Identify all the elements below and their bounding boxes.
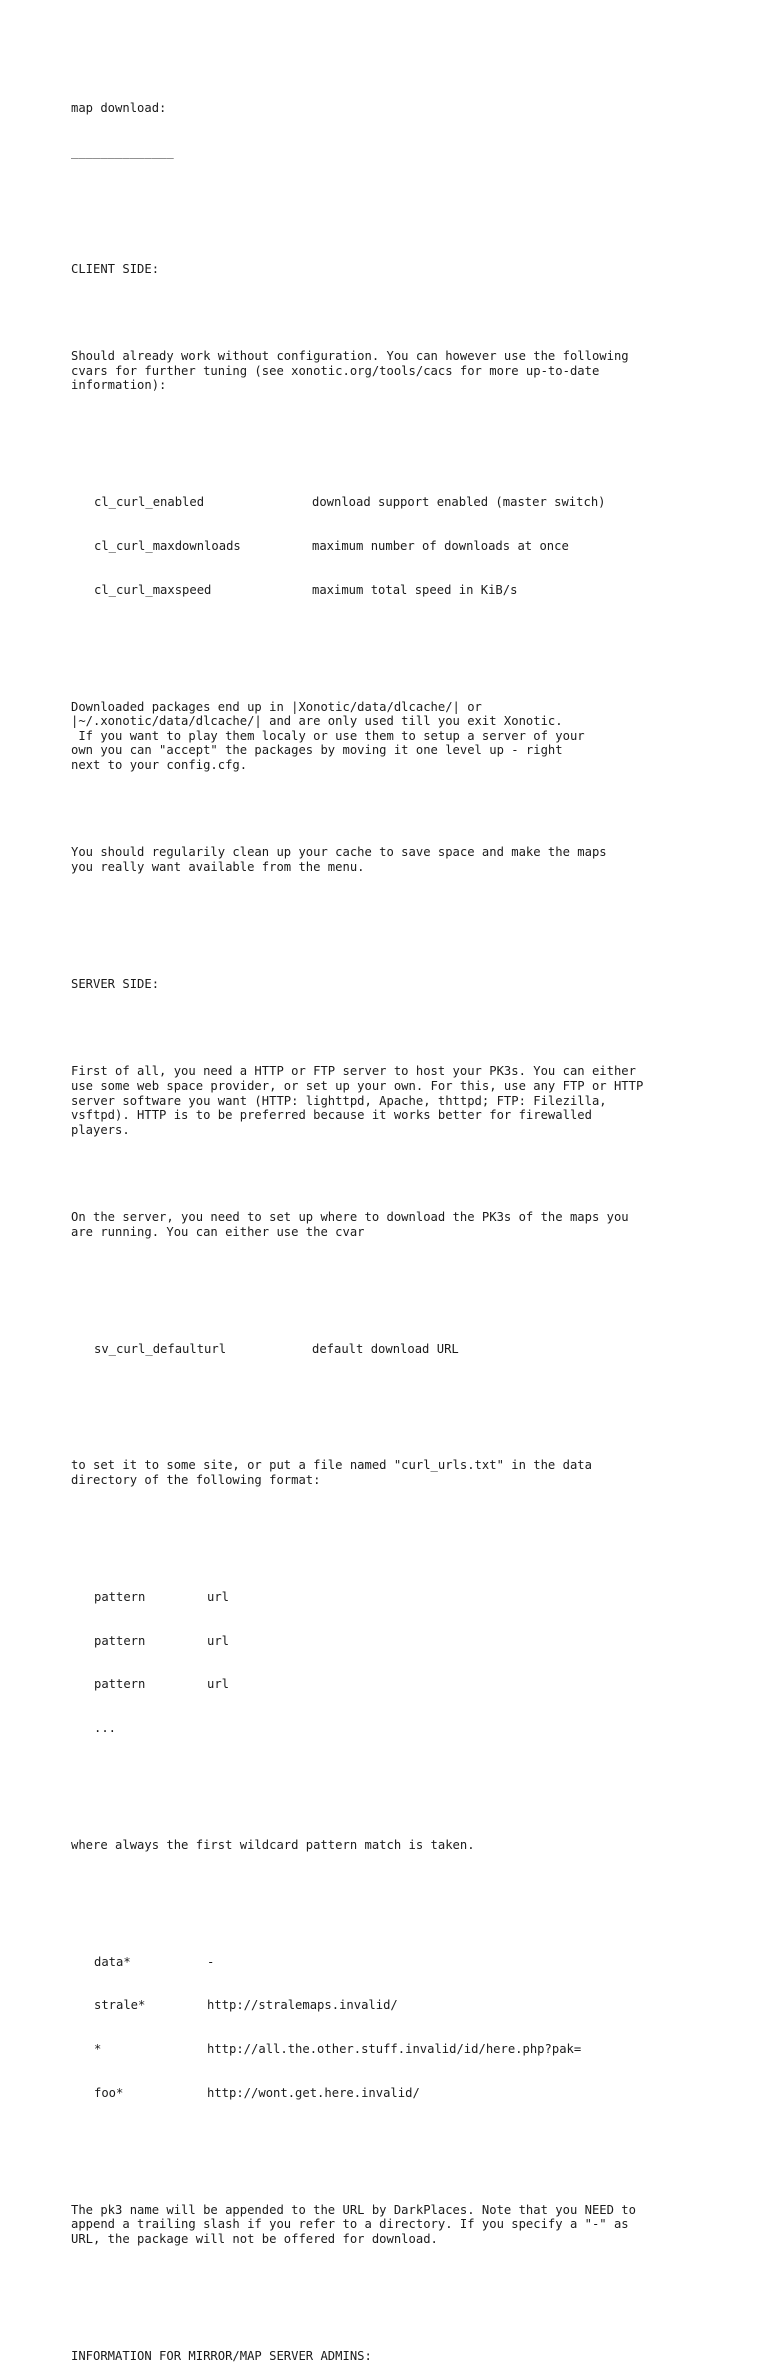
cvar-name: cl_curl_enabled	[94, 495, 205, 510]
server-wildcard-paragraph: where always the first wildcard pattern match is taken.	[71, 1837, 475, 1852]
client-cvar-row	[71, 495, 751, 510]
cvar-name: cl_curl_maxdownloads	[94, 539, 241, 553]
example-url: http://wont.get.here.invalid/	[207, 2085, 420, 2100]
format-pattern: ...	[94, 1721, 117, 1736]
server-intro-paragraph: First of all, you need a HTTP or FTP server to host your PK3s. You can either use some web space provider, or set up your own. For this, use any FTP or HTTP server software you want (HTTP: lighttpd, Apache, thttpd; FTP: Filezilla, vsftpd). HTTP is to be preferred because it works better for firewalled players.	[71, 1064, 644, 1137]
format-row	[71, 1590, 751, 1605]
server-cvar-table	[71, 1312, 751, 1385]
cvar-description: maximum number of downloads at once	[312, 539, 569, 553]
client-cvar-table	[71, 466, 751, 627]
format-row	[71, 1677, 751, 1692]
cvar-name: sv_curl_defaulturl	[94, 1341, 227, 1356]
mirror-admins-heading: INFORMATION FOR MIRROR/MAP SERVER ADMINS:	[71, 2348, 372, 2363]
example-url: http://stralemaps.invalid/	[207, 1998, 398, 2013]
format-pattern: pattern	[94, 1677, 146, 1692]
format-pattern: pattern	[94, 1633, 146, 1648]
format-table	[71, 1561, 751, 1765]
server-note-paragraph: The pk3 name will be appended to the URL by DarkPlaces. Note that you NEED to append a trailing slash if you refer to a directory. If you specify a "-" as URL, the package will not be offered for download.	[71, 2202, 636, 2246]
format-row	[71, 1721, 751, 1736]
server-side-heading: SERVER SIDE:	[71, 976, 160, 991]
example-pattern: data*	[94, 1954, 131, 1969]
example-row	[71, 1955, 751, 1970]
example-url: http://all.the.other.stuff.invalid/id/here.php?pak=	[207, 2042, 582, 2057]
client-cvar-row	[71, 583, 751, 598]
example-pattern: foo*	[94, 2085, 124, 2100]
example-row	[71, 2086, 751, 2101]
client-side-heading: CLIENT SIDE:	[71, 261, 160, 276]
example-pattern: *	[94, 2042, 102, 2057]
format-pattern: pattern	[94, 1589, 146, 1604]
cvar-description: download support enabled (master switch)	[312, 495, 606, 510]
example-row	[71, 2042, 751, 2057]
document-title: map download:	[71, 101, 167, 116]
example-row	[71, 1998, 751, 2013]
example-table	[71, 1925, 751, 2129]
client-cleanup-paragraph: You should regularily clean up your cache to save space and make the maps you really want available from the menu.	[71, 845, 607, 875]
example-pattern: strale*	[94, 1998, 146, 2013]
client-intro-paragraph: Should already work without configuration. You can however use the following cvars for further tuning (see xonotic.org/tools/cacs for more up-to-date information):	[71, 349, 629, 393]
format-url: url	[207, 1589, 230, 1604]
client-cvar-row	[71, 539, 751, 554]
format-row	[71, 1634, 751, 1649]
server-file-paragraph: to set it to some site, or put a file named "curl_urls.txt" in the data directory of the following format:	[71, 1458, 592, 1487]
example-url: -	[207, 1954, 215, 1969]
server-cvar-row	[71, 1342, 751, 1357]
cvar-name: cl_curl_maxspeed	[94, 582, 212, 597]
client-packages-paragraph: Downloaded packages end up in |Xonotic/data/dlcache/| or |~/.xonotic/data/dlcache/| and are only used till you exit Xonotic. If you want to play them localy or use them to setup a server of your own you can "accept" the packages by moving it one level up - right next to your config.cfg.	[71, 699, 585, 772]
title-underline: ______________	[71, 144, 174, 159]
cvar-description: default download URL	[312, 1341, 459, 1356]
server-setup-paragraph: On the server, you need to set up where to download the PK3s of the maps you are running. You can either use the cvar	[71, 1210, 629, 1239]
format-url: url	[207, 1677, 230, 1692]
document-page	[71, 72, 751, 2378]
cvar-description: maximum total speed in KiB/s	[312, 582, 518, 597]
format-url: url	[207, 1633, 230, 1648]
